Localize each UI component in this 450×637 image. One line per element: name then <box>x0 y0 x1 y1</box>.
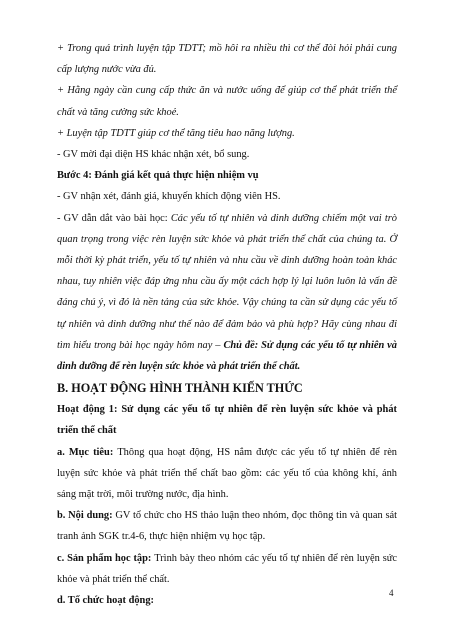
page-number: 4 <box>389 588 394 598</box>
teacher-evaluate-line: - GV nhận xét, đánh giá, khuyến khích động viên HS. <box>57 191 281 203</box>
intro-body: Các yếu tố tự nhiên và dinh dưỡng chiếm một vai trò quan trọng trong việc rèn luyện sức khỏe và phát triển thể chất của chúng ta. Ở mỗi thời kỳ phát triển, yếu tố tự nhiên và nhu cầu về dinh dưỡng hoàn toàn khác nhau, tuy nhiên việc đáp ứng nhu cầu ấy một cách hợp lý lại luôn luôn là vấn đề đáng chú ý, vì đó là nền tảng của sức khỏe. Vậy chúng ta cần sử dụng các yếu tố tự nhiên và dinh dưỡng như thế nào để đảm bảo và phù hợp? Hãy cùng nhau đi tìm hiểu trong bài học ngày hôm nay – <box>57 212 398 351</box>
organization-heading: d. Tổ chức hoạt động: <box>57 595 154 607</box>
product-text: Trình bày theo nhóm các yếu tố tự nhiên để rèn luyện sức khỏe và phát triển thể chất. <box>57 552 397 585</box>
step-4-heading: Bước 4: Đánh giá kết quả thực hiện nhiệm vụ <box>57 170 259 182</box>
page-body <box>57 38 397 611</box>
section-b-heading: B. HOẠT ĐỘNG HÌNH THÀNH KIẾN THỨC <box>57 381 303 396</box>
intro-topic: Chủ đề: Sử dụng các yếu tố tự nhiên và dinh dưỡng để rèn luyện sức khỏe và phát triển thể chất. <box>57 339 397 373</box>
bullet-daily-food: + Hằng ngày cần cung cấp thức ăn và nước uống để giúp cơ thể phát triển thể chất và tăng cường sức khoẻ. <box>57 85 397 118</box>
content-paragraph <box>57 505 397 547</box>
bullet-energy: + Luyện tập TDTT giúp cơ thể tăng tiêu hao năng lượng. <box>57 127 295 139</box>
goal-paragraph <box>57 442 397 506</box>
goal-text: Thông qua hoạt động, HS nắm được các yếu tố tự nhiên để rèn luyện sức khỏe và phát triển thể chất bao gồm: các yếu tố của không khí, ánh sáng mặt trời, môi trường nước, địa hình. <box>57 446 398 501</box>
teacher-invite-line: - GV mời đại diện HS khác nhận xét, bổ sung. <box>57 149 250 161</box>
activity-1-heading: Hoạt động 1: Sử dụng các yếu tố tự nhiên để rèn luyện sức khỏe và phát triển thể chất <box>57 404 397 437</box>
goal-label: a. Mục tiêu: <box>57 446 118 458</box>
bullet-sweat-water: + Trong quá trình luyện tập TDTT; mồ hôi ra nhiều thì cơ thể đòi hỏi phải cung cấp lượng nước vừa đủ. <box>57 43 397 76</box>
intro-lead: - GV dẫn dắt vào bài học: <box>57 212 171 224</box>
content-text: GV tổ chức cho HS thảo luận theo nhóm, đọc thông tin và quan sát tranh ảnh SGK tr.4-6, thực hiện nhiệm vụ học tập. <box>57 510 397 543</box>
product-label: c. Sản phẩm học tập: <box>57 552 155 564</box>
lesson-intro-paragraph <box>57 208 397 378</box>
product-paragraph <box>57 548 397 590</box>
content-label: b. Nội dung: <box>57 510 116 522</box>
